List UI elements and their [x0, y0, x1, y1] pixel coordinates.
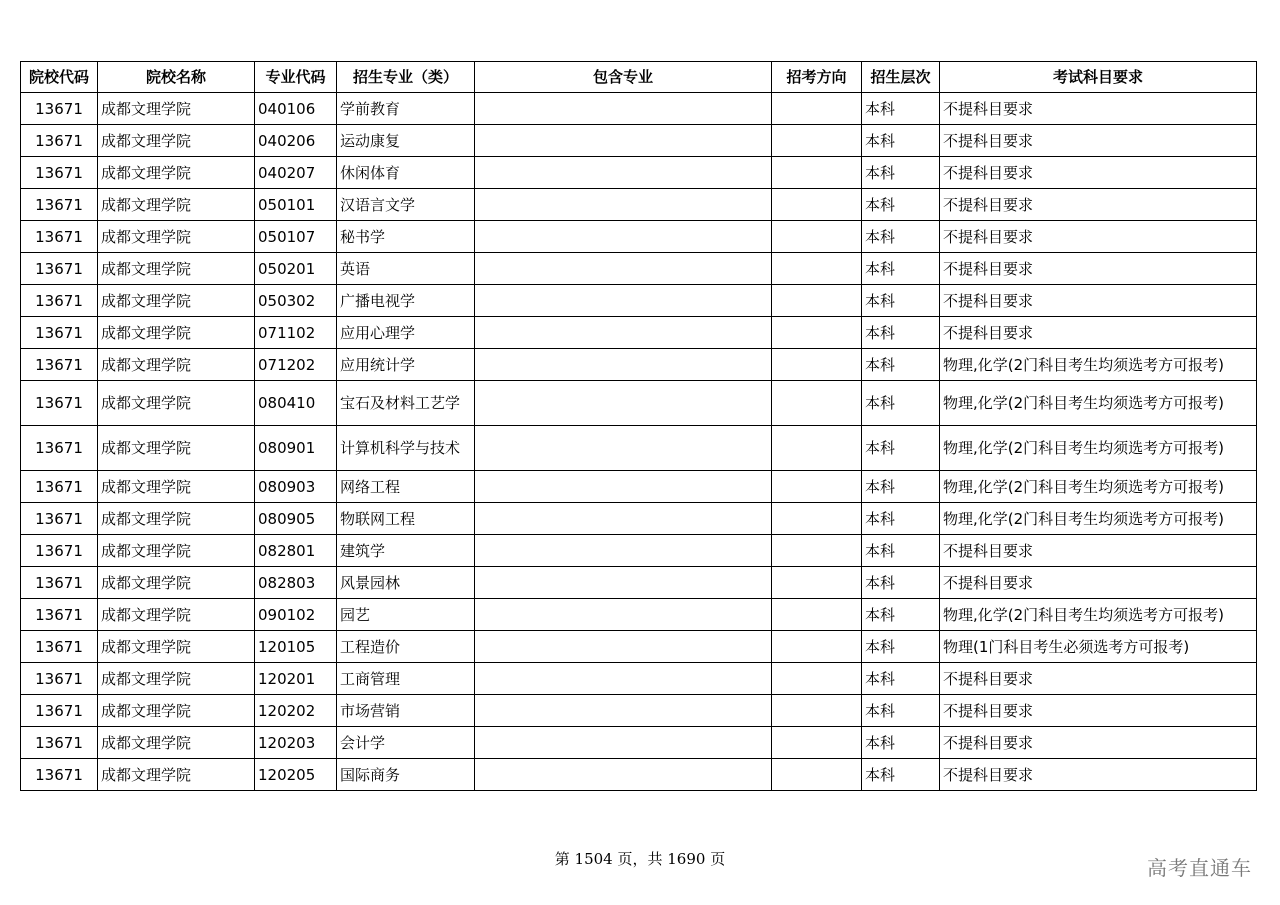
cell-subject-requirement: 不提科目要求: [940, 93, 1257, 125]
cell-school-name: 成都文理学院: [98, 381, 255, 426]
table-row: [21, 157, 1257, 189]
cell-major: 秘书学: [337, 221, 475, 253]
cell-level: 本科: [862, 349, 940, 381]
cell-direction: [772, 503, 862, 535]
cell-subject-requirement: 不提科目要求: [940, 759, 1257, 791]
cell-school-code: 13671: [21, 125, 98, 157]
cell-direction: [772, 285, 862, 317]
cell-school-name: 成都文理学院: [98, 253, 255, 285]
cell-school-name: 成都文理学院: [98, 567, 255, 599]
cell-major-code: 071102: [255, 317, 337, 349]
admissions-table-container: [20, 61, 1257, 791]
cell-major-code: 040106: [255, 93, 337, 125]
cell-major: 宝石及材料工艺学: [337, 381, 475, 426]
cell-major-code: 071202: [255, 349, 337, 381]
cell-direction: [772, 663, 862, 695]
cell-subject-requirement: 不提科目要求: [940, 727, 1257, 759]
cell-subject-requirement: 物理,化学(2门科目考生均须选考方可报考): [940, 503, 1257, 535]
cell-level: 本科: [862, 253, 940, 285]
cell-level: 本科: [862, 317, 940, 349]
cell-included-majors: [475, 759, 772, 791]
cell-school-code: 13671: [21, 535, 98, 567]
cell-school-code: 13671: [21, 157, 98, 189]
cell-major: 市场营销: [337, 695, 475, 727]
cell-school-name: 成都文理学院: [98, 285, 255, 317]
cell-level: 本科: [862, 426, 940, 471]
cell-subject-requirement: 物理,化学(2门科目考生均须选考方可报考): [940, 426, 1257, 471]
cell-school-name: 成都文理学院: [98, 599, 255, 631]
cell-level: 本科: [862, 535, 940, 567]
cell-level: 本科: [862, 471, 940, 503]
cell-major: 会计学: [337, 727, 475, 759]
cell-level: 本科: [862, 157, 940, 189]
cell-subject-requirement: 不提科目要求: [940, 663, 1257, 695]
cell-major-code: 050107: [255, 221, 337, 253]
cell-major: 风景园林: [337, 567, 475, 599]
cell-included-majors: [475, 631, 772, 663]
cell-level: 本科: [862, 663, 940, 695]
cell-level: 本科: [862, 631, 940, 663]
cell-direction: [772, 381, 862, 426]
cell-direction: [772, 189, 862, 221]
cell-major-code: 040207: [255, 157, 337, 189]
table-row: [21, 253, 1257, 285]
cell-major: 网络工程: [337, 471, 475, 503]
cell-level: 本科: [862, 727, 940, 759]
cell-school-name: 成都文理学院: [98, 93, 255, 125]
cell-school-code: 13671: [21, 253, 98, 285]
header-level: 招生层次: [862, 62, 940, 93]
table-row: [21, 317, 1257, 349]
cell-school-code: 13671: [21, 727, 98, 759]
page-number: 第 1504 页，共 1690 页: [554, 850, 726, 868]
cell-school-name: 成都文理学院: [98, 317, 255, 349]
cell-subject-requirement: 不提科目要求: [940, 221, 1257, 253]
cell-school-name: 成都文理学院: [98, 663, 255, 695]
cell-school-name: 成都文理学院: [98, 471, 255, 503]
cell-included-majors: [475, 695, 772, 727]
cell-school-name: 成都文理学院: [98, 759, 255, 791]
header-subject-requirement: 考试科目要求: [940, 62, 1257, 93]
header-direction: 招考方向: [772, 62, 862, 93]
cell-major-code: 120205: [255, 759, 337, 791]
cell-major-code: 120105: [255, 631, 337, 663]
cell-school-code: 13671: [21, 471, 98, 503]
cell-major: 广播电视学: [337, 285, 475, 317]
cell-school-code: 13671: [21, 381, 98, 426]
table-row: [21, 759, 1257, 791]
table-row: [21, 471, 1257, 503]
table-row: [21, 381, 1257, 426]
cell-direction: [772, 125, 862, 157]
cell-level: 本科: [862, 503, 940, 535]
cell-direction: [772, 157, 862, 189]
cell-school-code: 13671: [21, 663, 98, 695]
cell-subject-requirement: 物理,化学(2门科目考生均须选考方可报考): [940, 471, 1257, 503]
cell-direction: [772, 253, 862, 285]
cell-subject-requirement: 不提科目要求: [940, 189, 1257, 221]
cell-subject-requirement: 不提科目要求: [940, 285, 1257, 317]
cell-major-code: 080901: [255, 426, 337, 471]
cell-included-majors: [475, 381, 772, 426]
cell-included-majors: [475, 471, 772, 503]
table-row: [21, 349, 1257, 381]
cell-level: 本科: [862, 125, 940, 157]
cell-major-code: 050201: [255, 253, 337, 285]
cell-major-code: 080903: [255, 471, 337, 503]
cell-level: 本科: [862, 189, 940, 221]
cell-major-code: 120202: [255, 695, 337, 727]
cell-subject-requirement: 不提科目要求: [940, 317, 1257, 349]
cell-major: 国际商务: [337, 759, 475, 791]
cell-school-name: 成都文理学院: [98, 426, 255, 471]
cell-school-code: 13671: [21, 567, 98, 599]
cell-school-name: 成都文理学院: [98, 503, 255, 535]
cell-direction: [772, 426, 862, 471]
cell-subject-requirement: 不提科目要求: [940, 253, 1257, 285]
table-header-row: [21, 62, 1257, 93]
cell-school-code: 13671: [21, 349, 98, 381]
cell-direction: [772, 471, 862, 503]
cell-subject-requirement: 不提科目要求: [940, 157, 1257, 189]
table-row: [21, 567, 1257, 599]
cell-school-name: 成都文理学院: [98, 631, 255, 663]
cell-major: 应用统计学: [337, 349, 475, 381]
cell-major: 工商管理: [337, 663, 475, 695]
table-row: [21, 221, 1257, 253]
cell-included-majors: [475, 663, 772, 695]
header-school-code: 院校代码: [21, 62, 98, 93]
cell-major-code: 120203: [255, 727, 337, 759]
watermark-logo-text: 高考直通车: [1147, 856, 1252, 880]
cell-major-code: 080905: [255, 503, 337, 535]
cell-school-code: 13671: [21, 93, 98, 125]
cell-included-majors: [475, 285, 772, 317]
admissions-table: [20, 61, 1257, 791]
cell-level: 本科: [862, 221, 940, 253]
cell-school-code: 13671: [21, 317, 98, 349]
cell-direction: [772, 599, 862, 631]
cell-major-code: 120201: [255, 663, 337, 695]
cell-level: 本科: [862, 759, 940, 791]
cell-school-code: 13671: [21, 285, 98, 317]
cell-school-code: 13671: [21, 221, 98, 253]
cell-direction: [772, 567, 862, 599]
cell-subject-requirement: 不提科目要求: [940, 695, 1257, 727]
cell-subject-requirement: 物理,化学(2门科目考生均须选考方可报考): [940, 381, 1257, 426]
header-school-name: 院校名称: [98, 62, 255, 93]
cell-subject-requirement: 物理(1门科目考生必须选考方可报考): [940, 631, 1257, 663]
cell-included-majors: [475, 503, 772, 535]
cell-direction: [772, 631, 862, 663]
table-row: [21, 285, 1257, 317]
cell-major-code: 040206: [255, 125, 337, 157]
cell-school-name: 成都文理学院: [98, 727, 255, 759]
cell-school-code: 13671: [21, 599, 98, 631]
cell-major: 物联网工程: [337, 503, 475, 535]
cell-major: 建筑学: [337, 535, 475, 567]
cell-major: 休闲体育: [337, 157, 475, 189]
cell-included-majors: [475, 567, 772, 599]
cell-subject-requirement: 物理,化学(2门科目考生均须选考方可报考): [940, 349, 1257, 381]
cell-included-majors: [475, 317, 772, 349]
cell-school-name: 成都文理学院: [98, 221, 255, 253]
cell-level: 本科: [862, 567, 940, 599]
cell-included-majors: [475, 125, 772, 157]
cell-major: 工程造价: [337, 631, 475, 663]
cell-school-code: 13671: [21, 759, 98, 791]
cell-direction: [772, 317, 862, 349]
table-row: [21, 426, 1257, 471]
cell-level: 本科: [862, 599, 940, 631]
cell-subject-requirement: 不提科目要求: [940, 125, 1257, 157]
cell-subject-requirement: 不提科目要求: [940, 535, 1257, 567]
cell-included-majors: [475, 93, 772, 125]
cell-school-name: 成都文理学院: [98, 535, 255, 567]
cell-major-code: 080410: [255, 381, 337, 426]
cell-direction: [772, 695, 862, 727]
table-row: [21, 663, 1257, 695]
cell-direction: [772, 535, 862, 567]
table-row: [21, 695, 1257, 727]
cell-major-code: 050101: [255, 189, 337, 221]
cell-included-majors: [475, 157, 772, 189]
table-row: [21, 631, 1257, 663]
cell-school-name: 成都文理学院: [98, 349, 255, 381]
cell-school-code: 13671: [21, 189, 98, 221]
cell-direction: [772, 759, 862, 791]
header-major-code: 专业代码: [255, 62, 337, 93]
cell-major: 英语: [337, 253, 475, 285]
cell-included-majors: [475, 727, 772, 759]
cell-major-code: 050302: [255, 285, 337, 317]
cell-direction: [772, 349, 862, 381]
cell-level: 本科: [862, 93, 940, 125]
table-row: [21, 535, 1257, 567]
cell-major: 学前教育: [337, 93, 475, 125]
cell-included-majors: [475, 189, 772, 221]
cell-direction: [772, 727, 862, 759]
cell-school-code: 13671: [21, 503, 98, 535]
cell-school-name: 成都文理学院: [98, 695, 255, 727]
cell-included-majors: [475, 426, 772, 471]
cell-major-code: 082803: [255, 567, 337, 599]
cell-included-majors: [475, 253, 772, 285]
cell-major-code: 082801: [255, 535, 337, 567]
cell-included-majors: [475, 599, 772, 631]
header-included-majors: 包含专业: [475, 62, 772, 93]
cell-school-name: 成都文理学院: [98, 125, 255, 157]
table-row: [21, 93, 1257, 125]
cell-included-majors: [475, 221, 772, 253]
cell-major: 运动康复: [337, 125, 475, 157]
cell-subject-requirement: 物理,化学(2门科目考生均须选考方可报考): [940, 599, 1257, 631]
cell-level: 本科: [862, 381, 940, 426]
cell-school-code: 13671: [21, 426, 98, 471]
cell-major: 应用心理学: [337, 317, 475, 349]
cell-major: 园艺: [337, 599, 475, 631]
cell-included-majors: [475, 349, 772, 381]
header-major: 招生专业（类）: [337, 62, 475, 93]
cell-school-code: 13671: [21, 631, 98, 663]
cell-major: 计算机科学与技术: [337, 426, 475, 471]
table-row: [21, 189, 1257, 221]
cell-level: 本科: [862, 695, 940, 727]
cell-direction: [772, 221, 862, 253]
cell-level: 本科: [862, 285, 940, 317]
cell-school-name: 成都文理学院: [98, 157, 255, 189]
cell-direction: [772, 93, 862, 125]
cell-major-code: 090102: [255, 599, 337, 631]
table-row: [21, 503, 1257, 535]
cell-subject-requirement: 不提科目要求: [940, 567, 1257, 599]
table-row: [21, 727, 1257, 759]
cell-included-majors: [475, 535, 772, 567]
cell-major: 汉语言文学: [337, 189, 475, 221]
table-row: [21, 599, 1257, 631]
cell-school-name: 成都文理学院: [98, 189, 255, 221]
cell-school-code: 13671: [21, 695, 98, 727]
table-row: [21, 125, 1257, 157]
